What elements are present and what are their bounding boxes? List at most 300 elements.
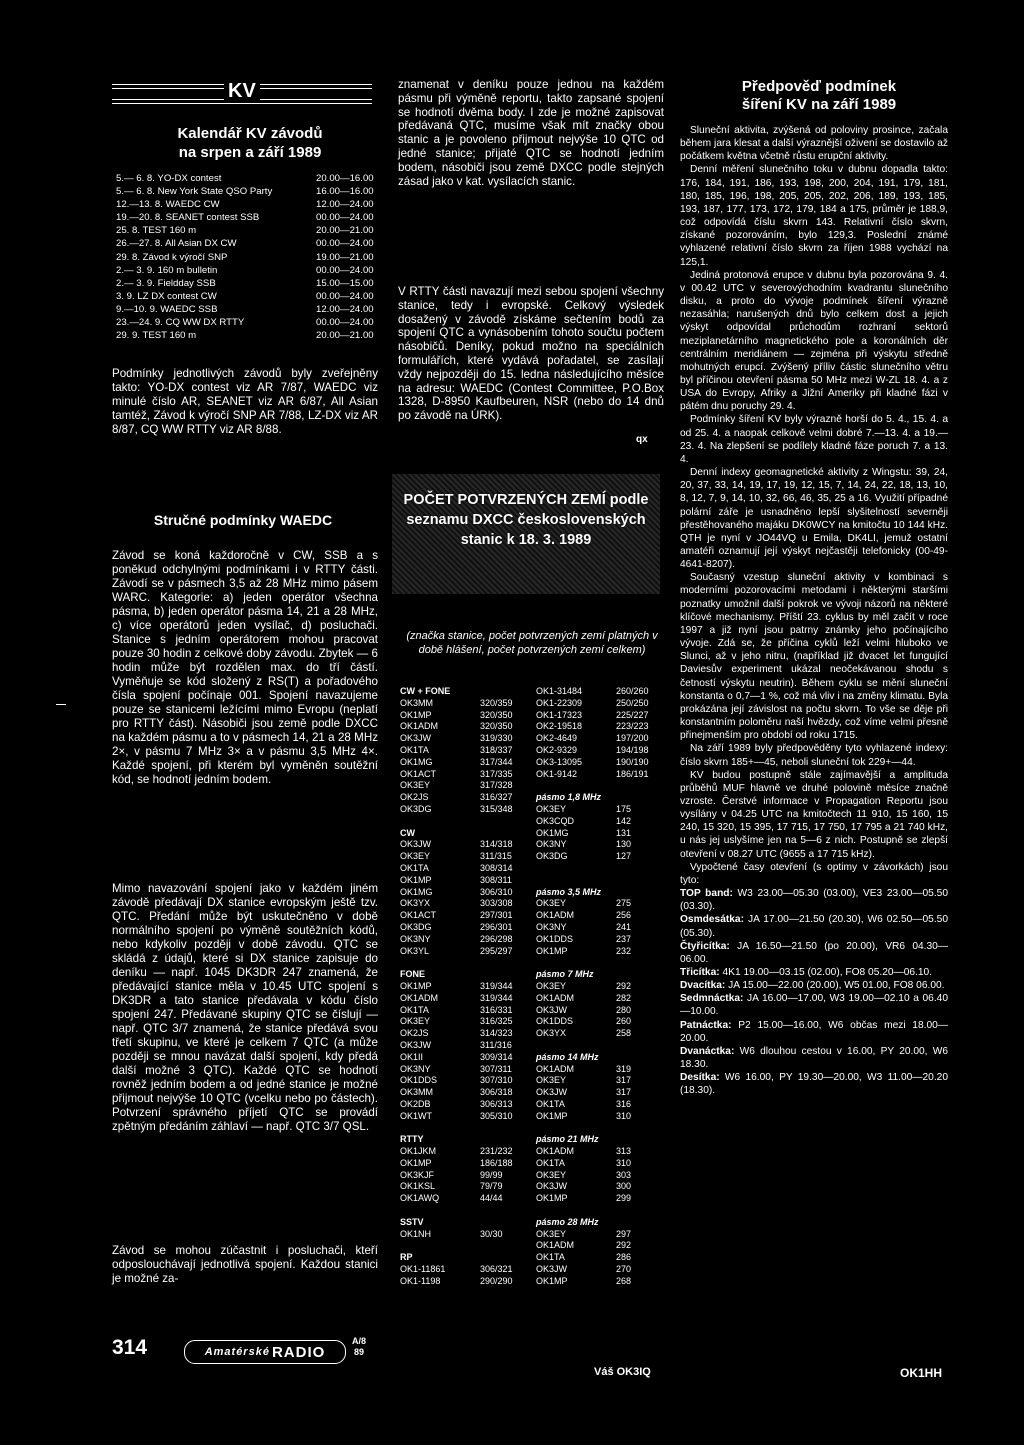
dxcc-count: 299 bbox=[616, 1193, 632, 1204]
callsign: OK1KSL bbox=[400, 1181, 436, 1192]
dxcc-count: 320/350 bbox=[480, 709, 513, 720]
dxcc-row bbox=[536, 887, 662, 899]
calendar-time: 20.00—16.00 bbox=[316, 173, 374, 184]
dxcc-row bbox=[400, 1252, 530, 1264]
dxcc-count: 258 bbox=[616, 1028, 632, 1039]
dxcc-count: 319/330 bbox=[480, 733, 513, 744]
callsign: OK2-19518 bbox=[536, 721, 583, 732]
forecast-paragraph: Jediná protonová erupce v dubnu byla pozorována 9. 4. v 00.42 UTC v severovýchodním kvadrantu slunečního disku, a proto do vývoje podmínek šíření výrazně nezasáhla; narušených dnů bylo celkem dost a jejich výskyt odpovídal průchodům rozhraní sektorů meziplanetárního magnetického pole a koronálních děr centrálním meridiánem — zejména při výskytu středně mohutných erupcí. Zvýšený příliv částic slunečního větru byl příčinou otevření pásma 50 MHz mezi W-ZL 18. 4. a z USA do Evropy, Afriky a Jižní Ameriky při kladné fázi v pátém dnu poruchy 29. 4. bbox=[680, 269, 948, 413]
forecast-paragraph: Denní indexy geomagnetické aktivity z Wingstu: 39, 24, 20, 37, 33, 14, 19, 17, 19, 12, 15, 7, 14, 24, 22, 18, 13, 10, 8, 12, 7, 9, 14, 10, 32, 66, 46, 35, 25 a 16. Využití případné polární záře je usnadněno lepší slyšitelností severněji přestěhovaného majáku DK0WCY na kmitočtu 10 144 kHz. QTH je nyní v JO44VQ u Emila, DK4LI, jemuž ostatní amatéři oznamují její výskyt nejčastěji telefonicky (00-49-4641-8207). bbox=[680, 467, 948, 571]
band-label: pásmo 21 MHz bbox=[536, 1134, 599, 1145]
forecast-paragraph: KV budou postupně stále zajímavější a amplituda průběhů MUF hlavně ve druhé polovině měsíce značně vzroste. Čerstvé informace v Propagation Reportu jsou vysílány v 04.25 UTC na kmitočtech 11 910, 15 160, 15 240, 15 320, 15 395, 17 715, 17 750, 17 795 a 21 740 kHz, u nás jej uslyšíme jen na 5—6 z nich. Postupně se zlepší otevření v 08.27 UTC (9655 a 17 715 kHz). bbox=[680, 769, 948, 860]
calendar-event: 2.— 3. 9. Fieldday SSB bbox=[116, 277, 216, 289]
band-name: Sedmnáctka: bbox=[680, 993, 744, 1005]
dxcc-row bbox=[536, 1040, 662, 1052]
band-times: JA 15.00—22.00 (20.00), W5 01.00, FO8 06.00. bbox=[728, 980, 945, 992]
callsign bbox=[400, 1240, 480, 1252]
callsign: OK2JS bbox=[400, 1028, 429, 1039]
magazine-logo bbox=[184, 1340, 346, 1364]
callsign: OK1ACT bbox=[400, 768, 437, 779]
dxcc-count: 286 bbox=[616, 1252, 632, 1263]
logo-text: RADIO bbox=[271, 1343, 326, 1361]
dxcc-row bbox=[400, 1181, 530, 1193]
band-times: P2 15.00—16.00, W6 občas mezi 18.00—20.00. bbox=[680, 1019, 948, 1044]
dxcc-count: 241 bbox=[616, 921, 632, 932]
dxcc-row bbox=[400, 1146, 530, 1158]
dxcc-row bbox=[400, 851, 530, 863]
dxcc-count: 292 bbox=[616, 1240, 632, 1251]
callsign: OK1MG bbox=[536, 827, 569, 838]
dxcc-row bbox=[400, 733, 530, 745]
callsign: OK3EY bbox=[536, 803, 567, 814]
callsign: OK1TA bbox=[536, 1252, 565, 1263]
dxcc-count: 316/331 bbox=[480, 1004, 513, 1015]
dxcc-count bbox=[480, 1240, 530, 1252]
dxcc-row bbox=[536, 721, 662, 733]
forecast-paragraph: Vypočtené časy otevření (s optimy v závorkách) jsou tyto: bbox=[680, 861, 948, 886]
dxcc-count: 297/301 bbox=[480, 910, 513, 921]
dxcc-count: 270 bbox=[616, 1264, 632, 1275]
dxcc-row bbox=[400, 1240, 530, 1252]
dxcc-row bbox=[536, 1240, 662, 1252]
dxcc-row bbox=[536, 1181, 662, 1193]
dxcc-count: 319/344 bbox=[480, 992, 513, 1003]
calendar-event: 25. 8. TEST 160 m bbox=[116, 225, 197, 237]
callsign: OK3KJF bbox=[400, 1169, 435, 1180]
callsign: OK1ADM bbox=[536, 992, 575, 1003]
callsign: OK3JW bbox=[536, 1264, 568, 1275]
calendar-row bbox=[116, 264, 374, 277]
dxcc-list-right bbox=[536, 686, 662, 1288]
dxcc-count: 296/298 bbox=[480, 933, 513, 944]
opening-times bbox=[680, 992, 948, 1018]
band-name: Desítka: bbox=[680, 1072, 720, 1084]
callsign: OK3JW bbox=[400, 839, 432, 850]
dxcc-count: 292 bbox=[616, 980, 632, 991]
callsign bbox=[536, 957, 616, 969]
callsign: OK1ADM bbox=[400, 992, 439, 1003]
callsign: OK2JS bbox=[400, 792, 429, 803]
calendar-event: 9.—10. 9. WAEDC SSB bbox=[116, 303, 218, 315]
dxcc-count: 316 bbox=[616, 1098, 632, 1109]
band-name: Osmdesátka: bbox=[680, 914, 744, 926]
dxcc-row bbox=[536, 1099, 662, 1111]
dxcc-row bbox=[536, 816, 662, 828]
dxcc-row bbox=[400, 1205, 530, 1217]
dxcc-row bbox=[536, 957, 662, 969]
calendar-time: 20.00—21.00 bbox=[316, 330, 374, 342]
dxcc-count: 309/314 bbox=[480, 1051, 513, 1062]
opening-times bbox=[680, 913, 948, 939]
callsign: OK2DB bbox=[400, 1098, 431, 1109]
dxcc-count: 130 bbox=[616, 839, 632, 850]
dxcc-row bbox=[536, 839, 662, 851]
band-times: JA 16.00—17.00, W3 19.00—02.10 a 06.40—10.00. bbox=[680, 993, 948, 1018]
dxcc-count: 99/99 bbox=[480, 1169, 503, 1180]
dxcc-count: 317/328 bbox=[480, 780, 513, 791]
dxcc-count: 316/327 bbox=[480, 792, 513, 803]
dxcc-row bbox=[400, 1264, 530, 1276]
dxcc-count: 305/310 bbox=[480, 1110, 513, 1121]
band-label: pásmo 3,5 MHz bbox=[536, 886, 602, 897]
dxcc-list-left bbox=[400, 686, 530, 1288]
dxcc-row bbox=[400, 1158, 530, 1170]
dxcc-row bbox=[400, 1028, 530, 1040]
forecast-signature: OK1HH bbox=[900, 1366, 943, 1380]
opening-times bbox=[680, 1071, 948, 1097]
callsign: OK1TA bbox=[400, 862, 429, 873]
dxcc-count: 306/318 bbox=[480, 1087, 513, 1098]
dxcc-row bbox=[536, 1252, 662, 1264]
waedc-paragraph-1: Závod se koná každoročně v CW, SSB a s poněkud odchylnými podmínkami i v RTTY části. Závodí se v pásmech 3,5 až 28 MHz mimo pásem WARC. Kategorie: a) jeden operátor všechna pásma, b) jeden operátor pásma 14, 21 a 28 MHz, c) více operátorů jeden vysílač, d) posluchači. Stanice s jedním operátorem mohou pracovat pouze 30 hodin z celkové doby závodu. Zbytek — 6 hodin může být rozdělen max. do tří částí. Vyměňuje se kód složený z RS(T) a pořadového čísla spojení počínaje 001. Spojení navazujeme pouze se stanicemi ležícími mimo Evropu (neplatí pro RTTY část). Násobiči jsou země podle DXCC na každém pásmu a to v pásmech 14, 21 a 28 MHz 2×, v pásmu 7 MHz 3× a v pásmu 3,5 MHz 4×. Každé spojení, při kterém byl vyměněn soutěžní kód, se hodnotí jedním bodem. bbox=[112, 549, 378, 786]
dxcc-row bbox=[400, 898, 530, 910]
dxcc-row bbox=[536, 1052, 662, 1064]
dxcc-count bbox=[616, 1205, 662, 1217]
forecast-paragraph: Současný vzestup sluneční aktivity v kombinaci s moderními pozorovacími metodami i některými staršími poznatky umožnil další pokrok ve vývoji názorů na některé klíčové mechanismy. Příští 23. cyklus by měl začít v roce 1997 a již nyní jsou patrny známky jeho počínajícího vývoje. Zdá se, že příčina cyklů leží velmi hluboko ve Slunci, až v jeho nitru, (například již dvacet let fungující Daviesův experiment ukázal neočekávanou shodu s četností výskytu neutrin). Během cyklu se mění sluneční konstanta o 0,7—1 %, což má vliv i na změny klimatu. Byla prokázána její závislost na počtu skvrn. To vše se děje při konstantním poloměru naší hvězdy, což víme velmi přesně přinejmenším pro období od roku 1715. bbox=[680, 572, 948, 742]
callsign: OK3NY bbox=[536, 921, 567, 932]
dxcc-count: 142 bbox=[616, 815, 632, 826]
dxcc-count: 282 bbox=[616, 992, 632, 1003]
opening-times bbox=[680, 966, 948, 979]
dxcc-row bbox=[536, 1193, 662, 1205]
dxcc-row bbox=[400, 780, 530, 792]
dxcc-count: 303/308 bbox=[480, 898, 513, 909]
dxcc-row bbox=[536, 698, 662, 710]
dxcc-count bbox=[616, 957, 662, 969]
dxcc-count: 232 bbox=[616, 945, 632, 956]
calendar-time: 00.00—24.00 bbox=[316, 264, 374, 276]
author-signature: qx bbox=[636, 434, 648, 445]
calendar-time: 15.00—15.00 bbox=[316, 277, 374, 289]
dxcc-count: 317/335 bbox=[480, 768, 513, 779]
callsign: OK3NY bbox=[536, 839, 567, 850]
callsign: OK1MP bbox=[400, 874, 432, 885]
callsign: OK3EY bbox=[536, 1075, 567, 1086]
band-times: JA 16.50—21.50 (po 20.00), VR6 04.30—06.00. bbox=[680, 940, 948, 965]
dxcc-row bbox=[400, 721, 530, 733]
calendar-row bbox=[116, 277, 374, 290]
callsign: OK2-4649 bbox=[536, 733, 578, 744]
dxcc-count: 306/313 bbox=[480, 1098, 513, 1109]
calendar-time: 00.00—24.00 bbox=[316, 290, 374, 302]
dxcc-row bbox=[536, 710, 662, 722]
page-number: 314 bbox=[112, 1336, 148, 1359]
callsign: OK3JW bbox=[400, 733, 432, 744]
dxcc-row bbox=[536, 993, 662, 1005]
callsign: OK3YX bbox=[536, 1028, 567, 1039]
opening-times bbox=[680, 887, 948, 913]
dxcc-count: 310 bbox=[616, 1110, 632, 1121]
dxcc-row bbox=[536, 1075, 662, 1087]
dxcc-count bbox=[480, 686, 530, 698]
opening-times bbox=[680, 979, 948, 992]
dxcc-row bbox=[400, 804, 530, 816]
calendar-row bbox=[116, 303, 374, 316]
mode-label: RP bbox=[400, 1252, 413, 1263]
calendar-title: Kalendář KV závodů na srpen a září 1989 bbox=[177, 125, 323, 161]
dxcc-row bbox=[536, 969, 662, 981]
opening-times bbox=[680, 1045, 948, 1071]
dxcc-count: 319/344 bbox=[480, 980, 513, 991]
dxcc-row bbox=[400, 875, 530, 887]
dxcc-row bbox=[536, 898, 662, 910]
dxcc-row bbox=[536, 1276, 662, 1288]
dxcc-count: 237 bbox=[616, 933, 632, 944]
dxcc-count: 311/316 bbox=[480, 1039, 512, 1050]
callsign: OK1MP bbox=[400, 709, 432, 720]
dxcc-banner bbox=[392, 474, 660, 594]
callsign: OK1-11861 bbox=[400, 1264, 446, 1275]
dxcc-row bbox=[536, 1087, 662, 1099]
callsign: OK3YX bbox=[400, 898, 431, 909]
dxcc-row bbox=[536, 792, 662, 804]
calendar-event: 2.— 3. 9. 160 m bulletin bbox=[116, 264, 218, 276]
dxcc-row bbox=[536, 1064, 662, 1076]
callsign: OK3JW bbox=[400, 1039, 432, 1050]
callsign: OK1-1198 bbox=[400, 1275, 441, 1286]
callsign: OK3JW bbox=[536, 1087, 568, 1098]
waedc-title: Stručné podmínky WAEDC bbox=[153, 512, 333, 528]
callsign: OK3DG bbox=[536, 851, 568, 862]
dxcc-count bbox=[616, 780, 662, 792]
dxcc-row bbox=[536, 1229, 662, 1241]
section-header bbox=[112, 78, 372, 106]
dxcc-row bbox=[400, 1005, 530, 1017]
dxcc-count: 320/359 bbox=[480, 697, 513, 708]
dxcc-count: 295/297 bbox=[480, 945, 513, 956]
dxcc-count: 320/350 bbox=[480, 721, 513, 732]
page-footer bbox=[108, 1332, 378, 1372]
calendar-row bbox=[116, 316, 374, 329]
dxcc-count: 310 bbox=[616, 1157, 632, 1168]
mode-label: CW + FONE bbox=[400, 686, 451, 696]
calendar-event: 23.—24. 9. CQ WW DX RTTY bbox=[116, 317, 245, 329]
dxcc-count: 314/323 bbox=[480, 1028, 513, 1039]
callsign bbox=[536, 1040, 616, 1052]
dxcc-count: 311/315 bbox=[480, 851, 512, 862]
dxcc-count bbox=[616, 1040, 662, 1052]
dxcc-row bbox=[536, 1205, 662, 1217]
calendar-event: 29. 9. TEST 160 m bbox=[116, 330, 197, 342]
callsign: OK1ADM bbox=[400, 721, 439, 732]
opening-times bbox=[680, 1019, 948, 1045]
dxcc-row bbox=[400, 710, 530, 722]
dxcc-count: 250/250 bbox=[616, 697, 649, 708]
dxcc-count bbox=[616, 1134, 662, 1146]
callsign bbox=[400, 1205, 480, 1217]
callsign: OK3JW bbox=[536, 1181, 568, 1192]
calendar-time: 19.00—21.00 bbox=[316, 251, 374, 263]
dxcc-count bbox=[616, 863, 662, 875]
dxcc-count bbox=[616, 1052, 662, 1064]
section-label: KV bbox=[224, 80, 260, 103]
dxcc-row bbox=[536, 1170, 662, 1182]
callsign bbox=[536, 1205, 616, 1217]
dxcc-count bbox=[480, 1134, 530, 1146]
dxcc-row bbox=[400, 1193, 530, 1205]
dxcc-count: 268 bbox=[616, 1275, 632, 1286]
dxcc-row bbox=[400, 1111, 530, 1123]
issue-number: A/8 89 bbox=[352, 1336, 367, 1357]
callsign: OK1DDS bbox=[400, 1075, 438, 1086]
dxcc-row bbox=[536, 1028, 662, 1040]
dxcc-count: 280 bbox=[616, 1004, 632, 1015]
dxcc-row bbox=[400, 1099, 530, 1111]
band-label: pásmo 14 MHz bbox=[536, 1051, 599, 1062]
forecast-paragraph: Denní měření slunečního toku v dubnu dopadla takto: 176, 184, 191, 186, 193, 198, 200, 204, 191, 179, 181, 180, 185, 196, 198, 205, 205, 202, 206, 189, 193, 185, 193, 187, 177, 173, 172, 179, 184 a 175, průměr je 188,9, což odpovídá číslu skvrn 143. Relativní číslo skvrn, získané pozorováním, bylo 129,3. Poslední známé vyhlazené relativní číslo skvrn za říjen 1988 vychází na 125,1. bbox=[680, 164, 948, 268]
calendar-time: 12.00—24.00 bbox=[316, 303, 374, 315]
dxcc-row bbox=[536, 1158, 662, 1170]
dxcc-row bbox=[536, 1264, 662, 1276]
dxcc-row bbox=[400, 1229, 530, 1241]
dxcc-row bbox=[400, 1064, 530, 1076]
callsign: OK1MP bbox=[536, 945, 568, 956]
calendar-time: 00.00—24.00 bbox=[316, 317, 374, 329]
callsign: OK1ADM bbox=[536, 1240, 575, 1251]
calendar-time: 00.00—24.00 bbox=[316, 212, 374, 224]
band-label: pásmo 28 MHz bbox=[536, 1216, 599, 1227]
dxcc-row bbox=[400, 1276, 530, 1288]
callsign: OK1AWQ bbox=[400, 1193, 440, 1204]
dxcc-count bbox=[616, 1217, 662, 1229]
dxcc-row bbox=[400, 1016, 530, 1028]
calendar-event: 19.—20. 8. SEANET contest SSB bbox=[116, 212, 260, 224]
dxcc-count bbox=[480, 1217, 530, 1229]
calendar-time: 00.00—24.00 bbox=[316, 238, 374, 250]
callsign bbox=[536, 1122, 616, 1134]
callsign bbox=[536, 875, 616, 887]
dxcc-row bbox=[536, 875, 662, 887]
calendar-event: 3. 9. LZ DX contest CW bbox=[116, 290, 217, 302]
band-times: 4K1 19.00—03.15 (02.00), FO8 05.20—06.10. bbox=[722, 967, 933, 978]
callsign: OK3MM bbox=[400, 1087, 434, 1098]
dxcc-row bbox=[536, 686, 662, 698]
dxcc-row bbox=[536, 828, 662, 840]
dxcc-row bbox=[536, 946, 662, 958]
dxcc-count bbox=[616, 969, 662, 981]
dxcc-row bbox=[400, 757, 530, 769]
band-times: W6 dlouhou cestou v 16.00, PY 20.00, W6 18.30. bbox=[680, 1045, 949, 1071]
callsign: OK1MG bbox=[400, 886, 433, 897]
dxcc-row bbox=[400, 698, 530, 710]
dxcc-row bbox=[400, 887, 530, 899]
dxcc-count: 275 bbox=[616, 898, 632, 909]
dxcc-count: 307/311 bbox=[480, 1063, 512, 1074]
dxcc-row bbox=[536, 804, 662, 816]
callsign: OK3-13095 bbox=[536, 756, 583, 767]
dxcc-count: 308/314 bbox=[480, 862, 513, 873]
callsign: OK1ADM bbox=[536, 910, 575, 921]
callsign: OK3DG bbox=[400, 803, 432, 814]
callsign: OK1ADM bbox=[536, 1063, 575, 1074]
waedc-paragraph-3: Závod se mohou zúčastnit i posluchači, kteří odposlouchávají jednotlivá spojení. Každou stanici je možné za- bbox=[112, 1244, 378, 1285]
calendar-table bbox=[116, 172, 374, 342]
callsign: OK1ADM bbox=[536, 1146, 575, 1157]
dxcc-row bbox=[536, 1016, 662, 1028]
calendar-row bbox=[116, 198, 374, 211]
band-times: JA 17.00—21.50 (20.30), W6 02.50—05.50 (05.30). bbox=[680, 914, 948, 939]
dxcc-count: 223/223 bbox=[616, 721, 649, 732]
dxcc-count bbox=[616, 792, 662, 804]
dxcc-count: 319 bbox=[616, 1063, 632, 1074]
mode-label: FONE bbox=[400, 969, 426, 980]
dxcc-row bbox=[400, 934, 530, 946]
callsign: OK1MP bbox=[536, 1110, 568, 1121]
band-name: Čtyřicítka: bbox=[680, 940, 730, 952]
dxcc-row bbox=[536, 922, 662, 934]
dxcc-count: 186/191 bbox=[616, 768, 649, 779]
mode-label: CW bbox=[400, 827, 415, 838]
waedc-paragraph-2: Mimo navazování spojení jako v každém jiném závodě předávají DX stanice evropským ještě tzv. QTC. Předání může být uskutečněno v době normálního spojení po výměně soutěžních kódů, nebo kdykoliv později v době závodu. QTC se skládá z údajů, které si DX stanice zapisuje do deníku — např. 1045 DK3DR 247 znamená, že předávající stanice měla v 10.45 UTC spojení s DK3DR a tato stanice předávala v kódu číslo spojení 247. Předávané skupiny QTC se číslují — např. QTC 3/7 znamená, že stanice předává svou třetí skupinu, ve které je celkem 7 QTC (a může později se mnou navázat další spojení, kdy předá další možné 3 QTC). Každé QTC se hodnotí rovněž jedním bodem a od jedné stanice je možné přijmout nejvýše 10 QTC (vcelku nebo po částech). Potvrzení správného příjetí QTC se provádí zpětným předáním záhlaví — např. QTC 3/7 QSL. bbox=[112, 882, 378, 1133]
callsign: OK1MP bbox=[400, 1157, 432, 1168]
dxcc-caption: (značka stanice, počet potvrzených zemí platných v době hlášení, počet potvrzených zemí celkem) bbox=[406, 630, 658, 656]
dxcc-row bbox=[400, 969, 530, 981]
forecast-paragraph: Podmínky šíření KV byly výrazně horší do 5. 4., 15. 4. a od 25. 4. a naopak celkově velmi dobré 7.—13. 4. a 19.—23. 4. Na zlepšení se podílely kladné fáze poruch 7. a 13. 4. bbox=[680, 414, 948, 465]
callsign: OK1DDS bbox=[536, 933, 574, 944]
callsign: OK1DDS bbox=[536, 1016, 574, 1027]
dxcc-row bbox=[400, 1075, 530, 1087]
dxcc-row bbox=[536, 981, 662, 993]
dxcc-count: 30/30 bbox=[480, 1228, 503, 1239]
callsign: OK3YL bbox=[400, 945, 430, 956]
callsign bbox=[400, 1122, 480, 1134]
dxcc-count bbox=[616, 1122, 662, 1134]
callsign: OK1MP bbox=[400, 980, 432, 991]
callsign: OK3EY bbox=[400, 1016, 431, 1027]
callsign: OK3DG bbox=[400, 921, 432, 932]
callsign: OK1NH bbox=[400, 1228, 432, 1239]
dxcc-row bbox=[400, 1170, 530, 1182]
band-name: Třicítka: bbox=[680, 967, 720, 978]
dxcc-row bbox=[536, 757, 662, 769]
band-name: Dvacítka: bbox=[680, 980, 726, 992]
dxcc-count: 303 bbox=[616, 1169, 632, 1180]
dxcc-row bbox=[400, 792, 530, 804]
dxcc-row bbox=[400, 1122, 530, 1134]
dxcc-count: 317 bbox=[616, 1075, 632, 1086]
dxcc-count bbox=[480, 969, 530, 981]
dxcc-count: 44/44 bbox=[480, 1193, 503, 1204]
dxcc-row bbox=[536, 851, 662, 863]
forecast-paragraph: Na září 1989 byly předpověděny tyto vyhlazené indexy: číslo skvrn 185+—45, neboli sluneční tok 229+—44. bbox=[680, 743, 948, 768]
calendar-event: 29. 8. Závod k výročí SNP bbox=[116, 251, 228, 263]
dxcc-count bbox=[480, 828, 530, 840]
callsign: OK1TA bbox=[536, 1157, 565, 1168]
dxcc-row bbox=[536, 910, 662, 922]
calendar-row bbox=[116, 224, 374, 237]
dxcc-row bbox=[536, 934, 662, 946]
calendar-row bbox=[116, 185, 374, 198]
dxcc-row bbox=[536, 1111, 662, 1123]
callsign bbox=[536, 780, 616, 792]
dxcc-count: 127 bbox=[616, 851, 632, 862]
callsign: OK3EY bbox=[400, 780, 431, 791]
calendar-row bbox=[116, 237, 374, 250]
calendar-row bbox=[116, 211, 374, 224]
dxcc-count: 186/188 bbox=[480, 1157, 513, 1168]
calendar-event: 26.—27. 8. All Asian DX CW bbox=[116, 238, 237, 250]
dxcc-count: 315/348 bbox=[480, 803, 513, 814]
calendar-row bbox=[116, 251, 374, 264]
callsign: OK1MG bbox=[400, 756, 433, 767]
dxcc-count bbox=[480, 816, 530, 828]
dxcc-count: 306/321 bbox=[480, 1264, 513, 1275]
dxcc-row bbox=[536, 863, 662, 875]
dxcc-signature: Váš OK3IQ bbox=[594, 1366, 651, 1378]
margin-mark bbox=[56, 704, 66, 705]
dxcc-count bbox=[616, 875, 662, 887]
callsign bbox=[400, 957, 480, 969]
